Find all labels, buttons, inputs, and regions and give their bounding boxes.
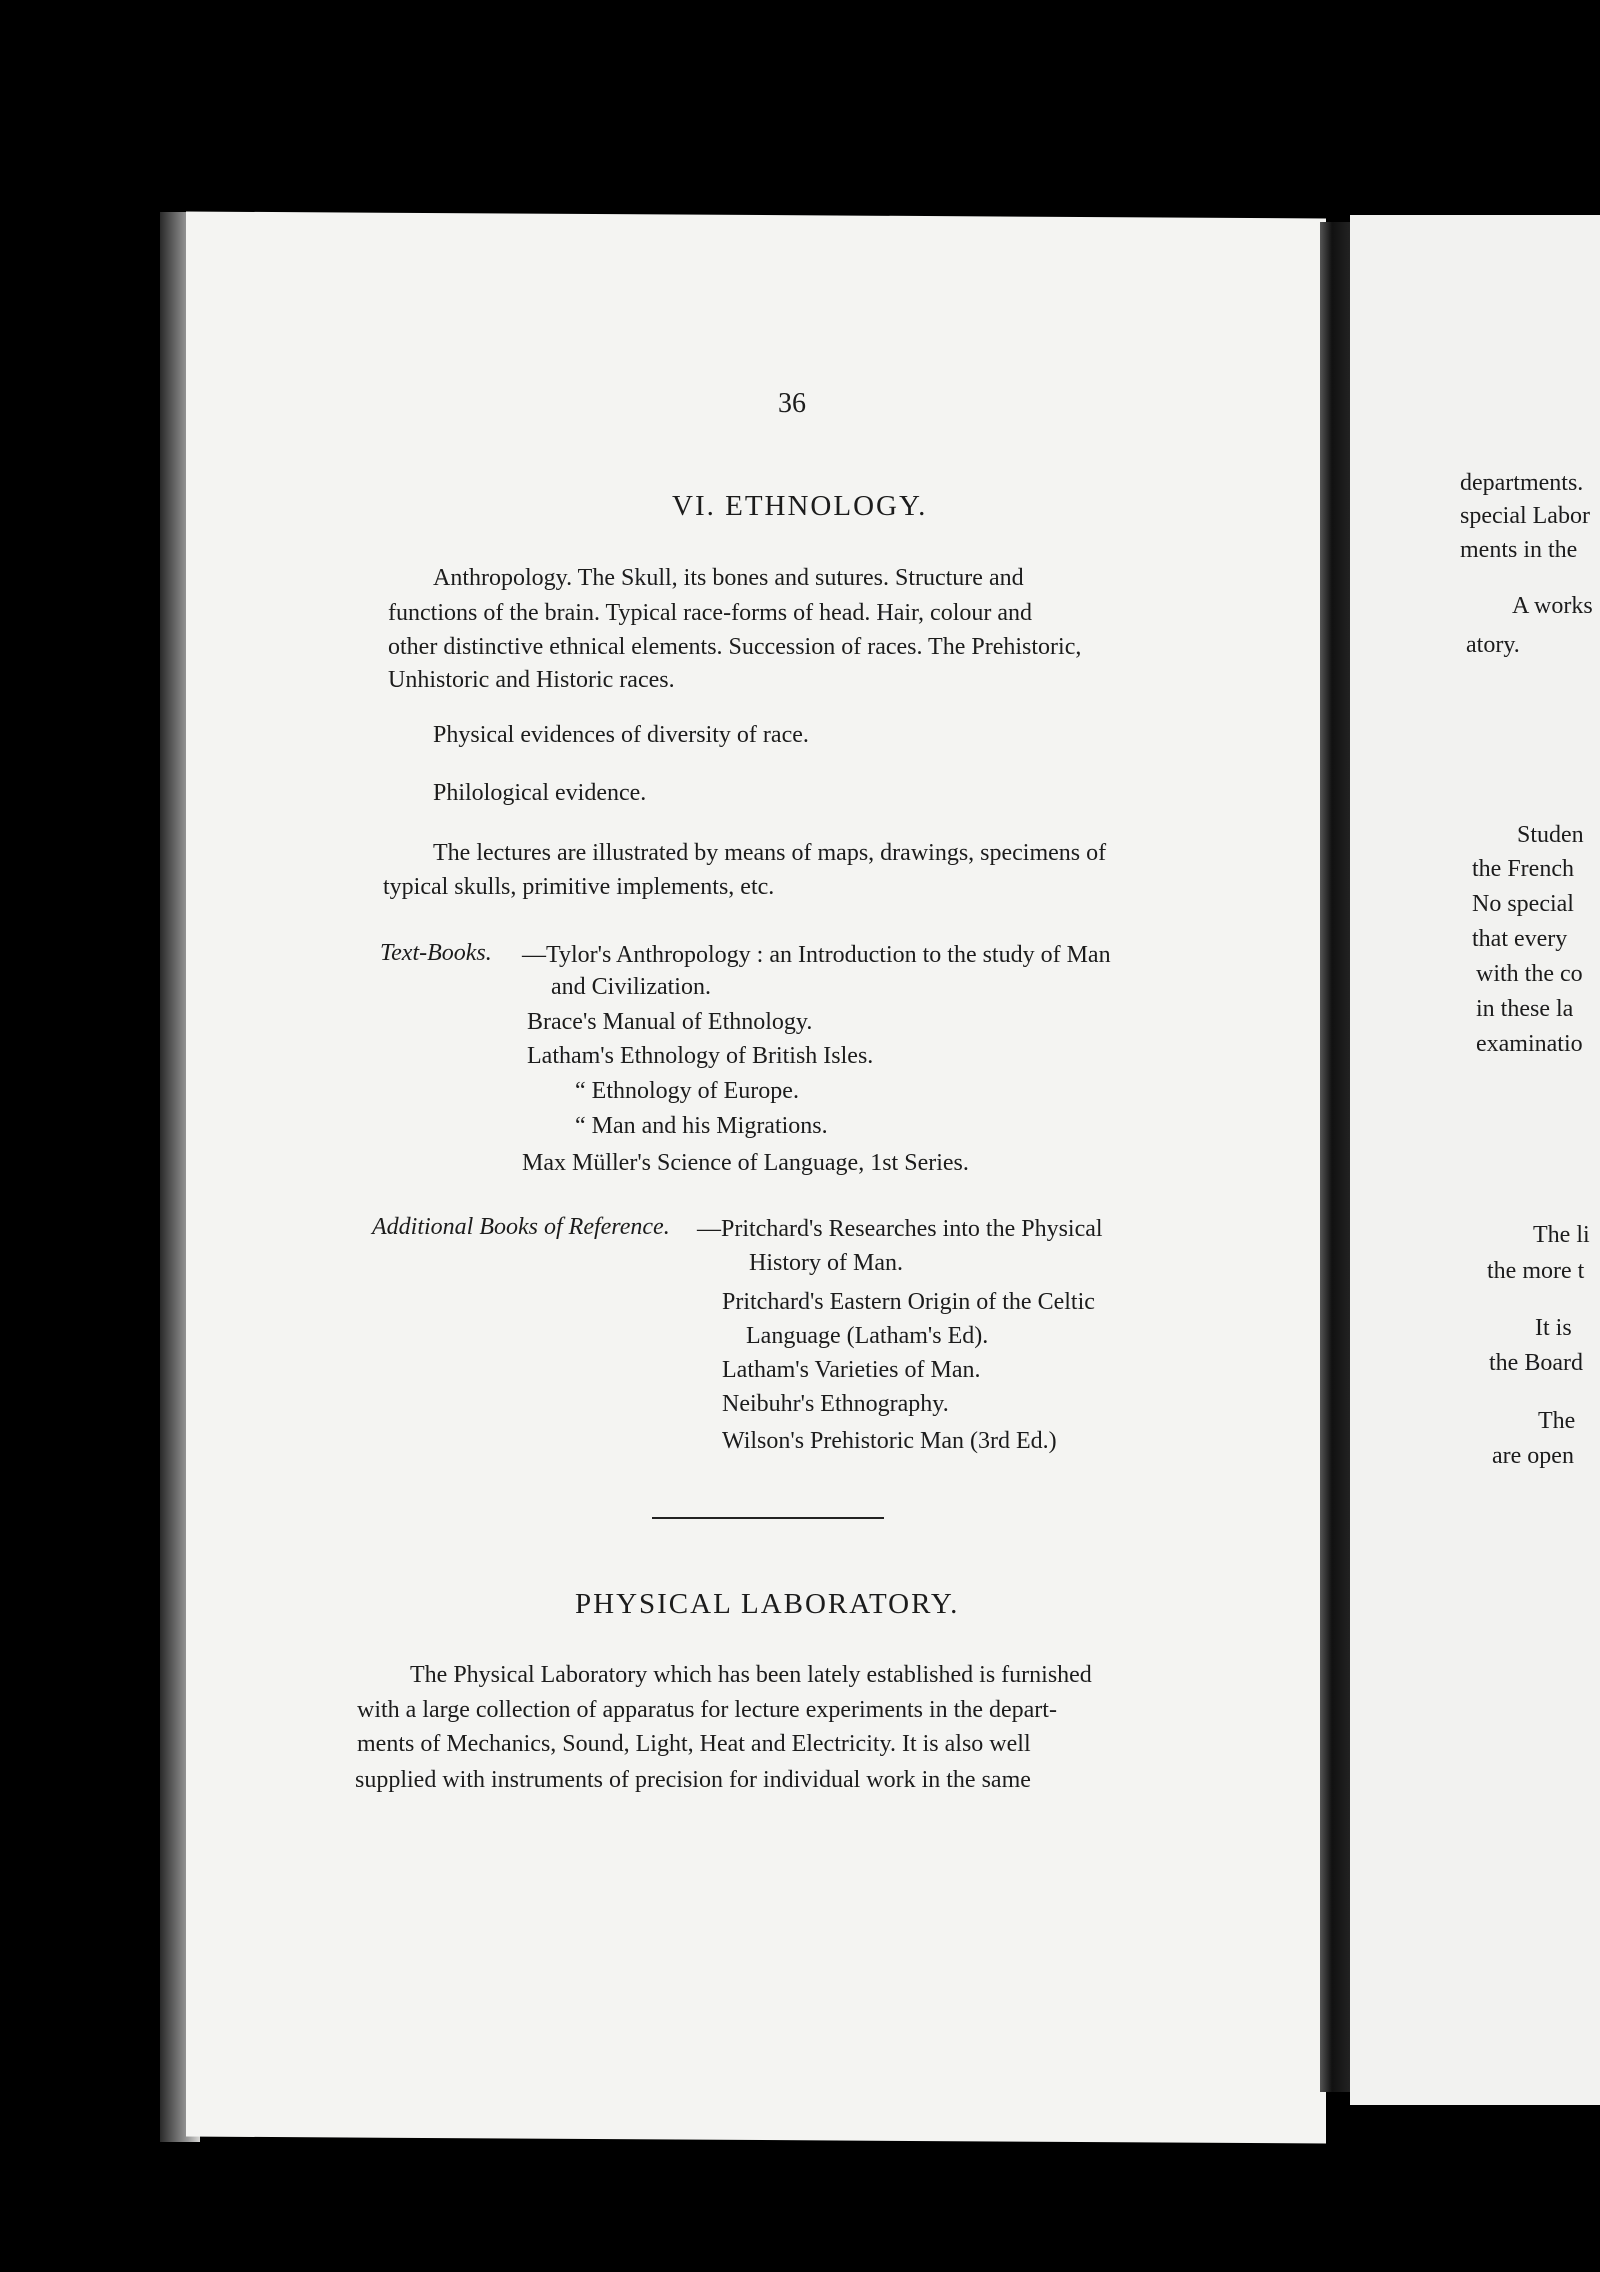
right-line-18: are open — [1492, 1443, 1574, 1469]
right-line-14: the more t — [1487, 1258, 1585, 1284]
right-line-9: that every — [1472, 926, 1568, 952]
para-lectures-line-2: typical skulls, primitive implements, etc. — [383, 874, 775, 900]
text-book-5: “ Man and his Migrations. — [575, 1113, 828, 1139]
right-line-4: A works — [1512, 593, 1593, 619]
right-line-16: the Board — [1489, 1350, 1583, 1376]
additional-book-5: Wilson's Prehistoric Man (3rd Ed.) — [722, 1428, 1057, 1454]
right-page — [1350, 215, 1600, 2105]
right-line-15: It is — [1535, 1315, 1572, 1341]
para-lectures-line-1: The lectures are illustrated by means of maps, drawings, specimens of — [433, 840, 1107, 866]
para-physical-line-3: ments of Mechanics, Sound, Light, Heat and Electricity. It is also well — [357, 1731, 1031, 1757]
para-physical-line-2: with a large collection of apparatus for lecture experiments in the depart- — [357, 1697, 1057, 1723]
right-line-5: atory. — [1466, 632, 1520, 658]
additional-book-1-cont: History of Man. — [749, 1250, 903, 1276]
right-line-10: with the co — [1476, 961, 1583, 987]
para-anthropology-line-2: functions of the brain. Typical race-forms of head. Hair, colour and — [388, 600, 1033, 626]
additional-book-4: Neibuhr's Ethnography. — [722, 1391, 949, 1417]
right-line-6: Studen — [1517, 822, 1584, 848]
para-anthropology-line-4: Unhistoric and Historic races. — [388, 667, 675, 693]
right-line-2: special Labor — [1460, 503, 1590, 529]
text-book-3: Latham's Ethnology of British Isles. — [527, 1043, 874, 1069]
additional-book-2: Pritchard's Eastern Origin of the Celtic — [722, 1289, 1095, 1315]
additional-books-label: Additional Books of Reference. — [372, 1214, 670, 1240]
page-number: 36 — [778, 388, 806, 419]
para-physical-line-4: supplied with instruments of precision for individual work in the same — [355, 1767, 1031, 1793]
para-physical-line-1: The Physical Laboratory which has been lately established is furnished — [410, 1662, 1092, 1688]
right-line-7: the French — [1472, 856, 1574, 882]
right-line-3: ments in the — [1460, 537, 1578, 563]
text-books-label: Text-Books. — [380, 940, 492, 966]
additional-book-2-cont: Language (Latham's Ed). — [746, 1323, 989, 1349]
text-book-2: Brace's Manual of Ethnology. — [527, 1009, 813, 1035]
heading-ethnology: VI. ETHNOLOGY. — [672, 490, 928, 522]
text-book-1-cont: and Civilization. — [551, 974, 711, 1000]
text-book-6: Max Müller's Science of Language, 1st Series. — [522, 1150, 969, 1176]
additional-book-3: Latham's Varieties of Man. — [722, 1357, 981, 1383]
text-book-1: —Tylor's Anthropology : an Introduction to the study of Man — [522, 942, 1111, 968]
text-book-4: “ Ethnology of Europe. — [575, 1078, 799, 1104]
para-philological: Philological evidence. — [433, 780, 647, 806]
para-anthropology-line-3: other distinctive ethnical elements. Succession of races. The Prehistoric, — [388, 634, 1082, 660]
right-line-1: departments. — [1460, 470, 1584, 496]
right-line-12: examinatio — [1476, 1031, 1583, 1057]
para-physical-evidences: Physical evidences of diversity of race. — [433, 722, 809, 748]
right-line-17: The — [1538, 1408, 1576, 1434]
section-divider — [652, 1517, 884, 1519]
heading-physical-laboratory: PHYSICAL LABORATORY. — [575, 1588, 960, 1620]
para-anthropology-line-1: Anthropology. The Skull, its bones and sutures. Structure and — [433, 565, 1024, 591]
additional-book-1: —Pritchard's Researches into the Physical — [697, 1216, 1103, 1242]
right-line-11: in these la — [1476, 996, 1574, 1022]
book-spine — [1320, 222, 1350, 2092]
right-line-8: No special — [1472, 891, 1574, 917]
right-line-13: The li — [1533, 1222, 1590, 1248]
